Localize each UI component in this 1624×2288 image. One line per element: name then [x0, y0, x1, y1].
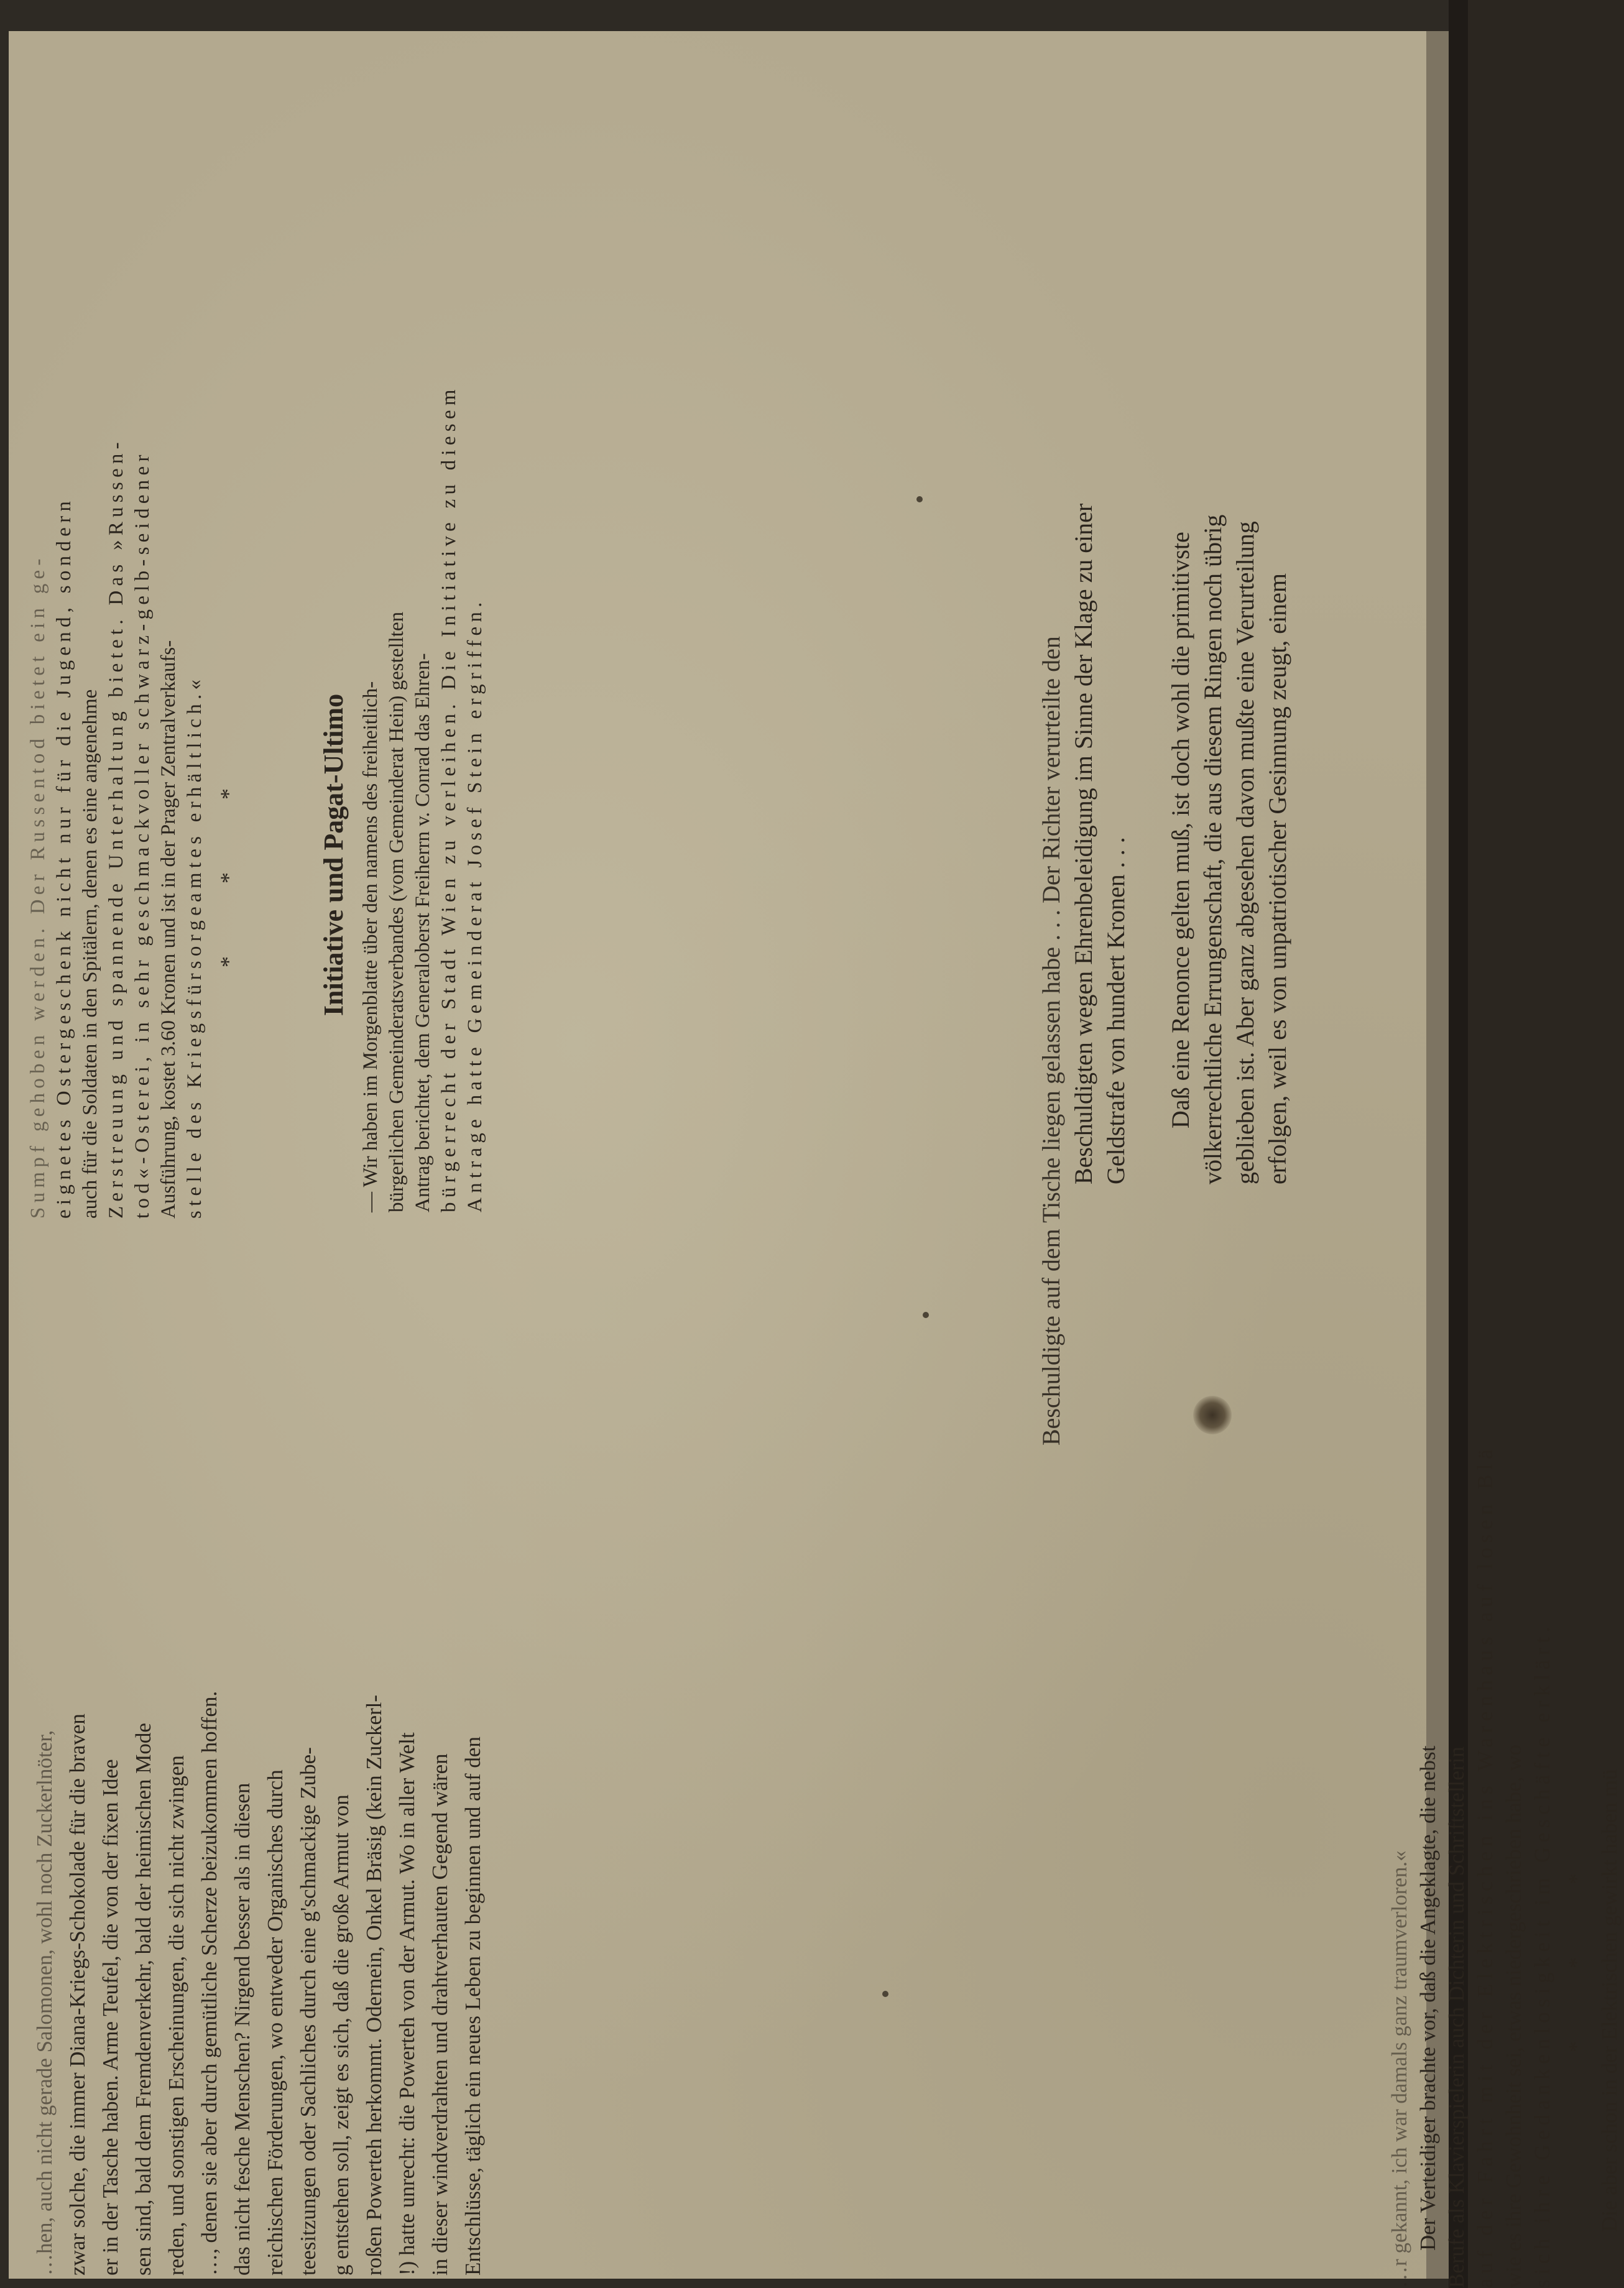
text-line: bürgerlichen Gemeinderatsverbandes (vom Gemeinderat Hein) gestellten — [385, 611, 408, 1212]
text-line: Der Verteidiger brachte vor, daß die Angeklagte, die nebst — [1416, 1745, 1440, 2251]
text-line: zwar solche, die immer Diana-Kriegs-Schokolade für die braven — [65, 1714, 90, 2276]
text-line: reden, und sonstigen Erscheinungen, die sich nicht zwingen — [164, 1755, 188, 2276]
text-line: auf der Fahrt mit der Elektrischen ins Warenhaus auf losen Blä — [1473, 1444, 1497, 2288]
text-line: tod«-Osterei, in sehr geschmackvoller schwarz-gelb-seidener — [131, 450, 154, 1219]
section-divider-stars: * * * — [216, 755, 241, 967]
text-line: Beschuldigte auf dem Tische liegen gelassen habe . . . Der Richter verurteilte den — [1037, 636, 1065, 1446]
ink-stain — [1193, 1396, 1232, 1434]
text-line: Die aber schon in der Elektrischen gewirkt haben mü — [1597, 1769, 1622, 2232]
text-line: sen sind, bald dem Fremdenverkehr, bald der heimischen Mode — [131, 1723, 155, 2276]
text-line: …, denen sie aber durch gemütliche Scherze beizukommen hoffen. — [197, 1691, 221, 2276]
text-line: Geldstrafe von hundert Kronen . . . — [1102, 837, 1130, 1184]
paper-speck — [916, 496, 923, 502]
text-line: in dieser windverdrahten und drahtverhauten Gegend wären — [428, 1753, 452, 2276]
text-line: reichischen Förderungen, wo entweder Organisches durch — [263, 1769, 287, 2276]
text-line: erfolgen, weil es von unpatriotischer Gesinnung zeugt, einem — [1263, 573, 1291, 1184]
paragraph-gap — [1132, 289, 1165, 1184]
text-line: roßen Powerteh herkommt. Odernein, Onkel Bräsig (kein Zuckerl- — [362, 1694, 386, 2276]
text-line: wie es ihre Gewohnheit sei, etwas niedergeschrieben habe, wo — [1502, 1744, 1526, 2288]
text-line: Daß eine Renonce gelten muß, ist doch wohl die primitivste — [1166, 532, 1194, 1128]
column-a — [28, 1402, 489, 2276]
paper-speck — [882, 1991, 888, 1997]
text-line: g entstehen soll, zeigt es sich, daß die große Armut von — [329, 1794, 353, 2276]
text-line: Sumpf gehoben werden. Der Russentod bietet ein ge- — [27, 554, 49, 1219]
text-line: das nicht fesche Menschen? Nirgend besser als in diesen — [230, 1783, 254, 2276]
text-line: Berufe als Klavierspielerin auch Dichterin und Schriftstellerin — [1444, 1746, 1469, 2288]
text-line: völkerrechtliche Errungenschaft, die aus diesem Ringen noch übrig — [1199, 514, 1227, 1184]
column-d-main — [1035, 289, 1294, 1446]
text-line: eignetes Ostergeschenk nicht nur für die Jugend, sondern — [53, 496, 75, 1219]
text-line: sich ihre Gedankenlosigkeit im Geschäfte erklärt. — [1530, 1621, 1554, 2288]
column-d — [330, 295, 362, 1178]
text-line: geblieben ist. Aber ganz abgesehen davon mußte eine Verurteilung — [1231, 521, 1259, 1184]
text-line: auch für die Soldaten in den Spitälern, denen es eine angenehme — [79, 689, 101, 1219]
paper-speck — [923, 1312, 929, 1318]
text-line: Ausführung, kostet 3.60 Kronen und ist in der Prager Zentralverkaufs- — [157, 640, 180, 1219]
text-line: …hen, auch nicht gerade Salomonen, wohl noch Zuckerlnöter, — [32, 1730, 57, 2276]
section-divider-stars: * * * — [1564, 1840, 1589, 2052]
text-line: Beschuldigten wegen Ehrenbeleidigung im Sinne der Klage zu einer — [1069, 503, 1097, 1184]
article-heading: Initiative und Pagat-Ultimo — [318, 693, 349, 1017]
text-line: er in der Tasche haben. Arme Teufel, die von der fixen Idee — [98, 1759, 122, 2276]
text-line: bürgerrecht der Stadt Wien zu verleihen. Die Initiative zu diesem — [438, 385, 460, 1212]
text-line: stelle des Kriegsfürsorgeamtes erhältlich.« — [183, 675, 206, 1219]
text-line: !) hatte unrecht: die Powerteh von der Armut. Wo in aller Welt — [395, 1732, 419, 2276]
text-line: Antrage hatte Gemeinderat Josef Stein ergriffen. — [464, 597, 486, 1212]
column-e — [1385, 1405, 1624, 2288]
text-line: teesitzungen oder Sachliches durch eine g'schmackige Zube- — [296, 1747, 320, 2276]
text-line: Zerstreuung und spannende Unterhaltung bietet. Das »Russen- — [105, 438, 127, 1219]
text-line: Antrag berichtet, dem Generaloberst Freiherrn v. Conrad das Ehren- — [412, 653, 434, 1212]
text-line: — Wir haben im Morgenblatte über den namens des freiheitlich- — [359, 681, 382, 1212]
text-line: Entschlüsse, täglich ein neues Leben zu beginnen und auf den — [461, 1737, 485, 2276]
text-line: …r gekannt, ich war damals ganz traumverloren.« — [1387, 1850, 1411, 2288]
column-b — [25, 274, 241, 1219]
